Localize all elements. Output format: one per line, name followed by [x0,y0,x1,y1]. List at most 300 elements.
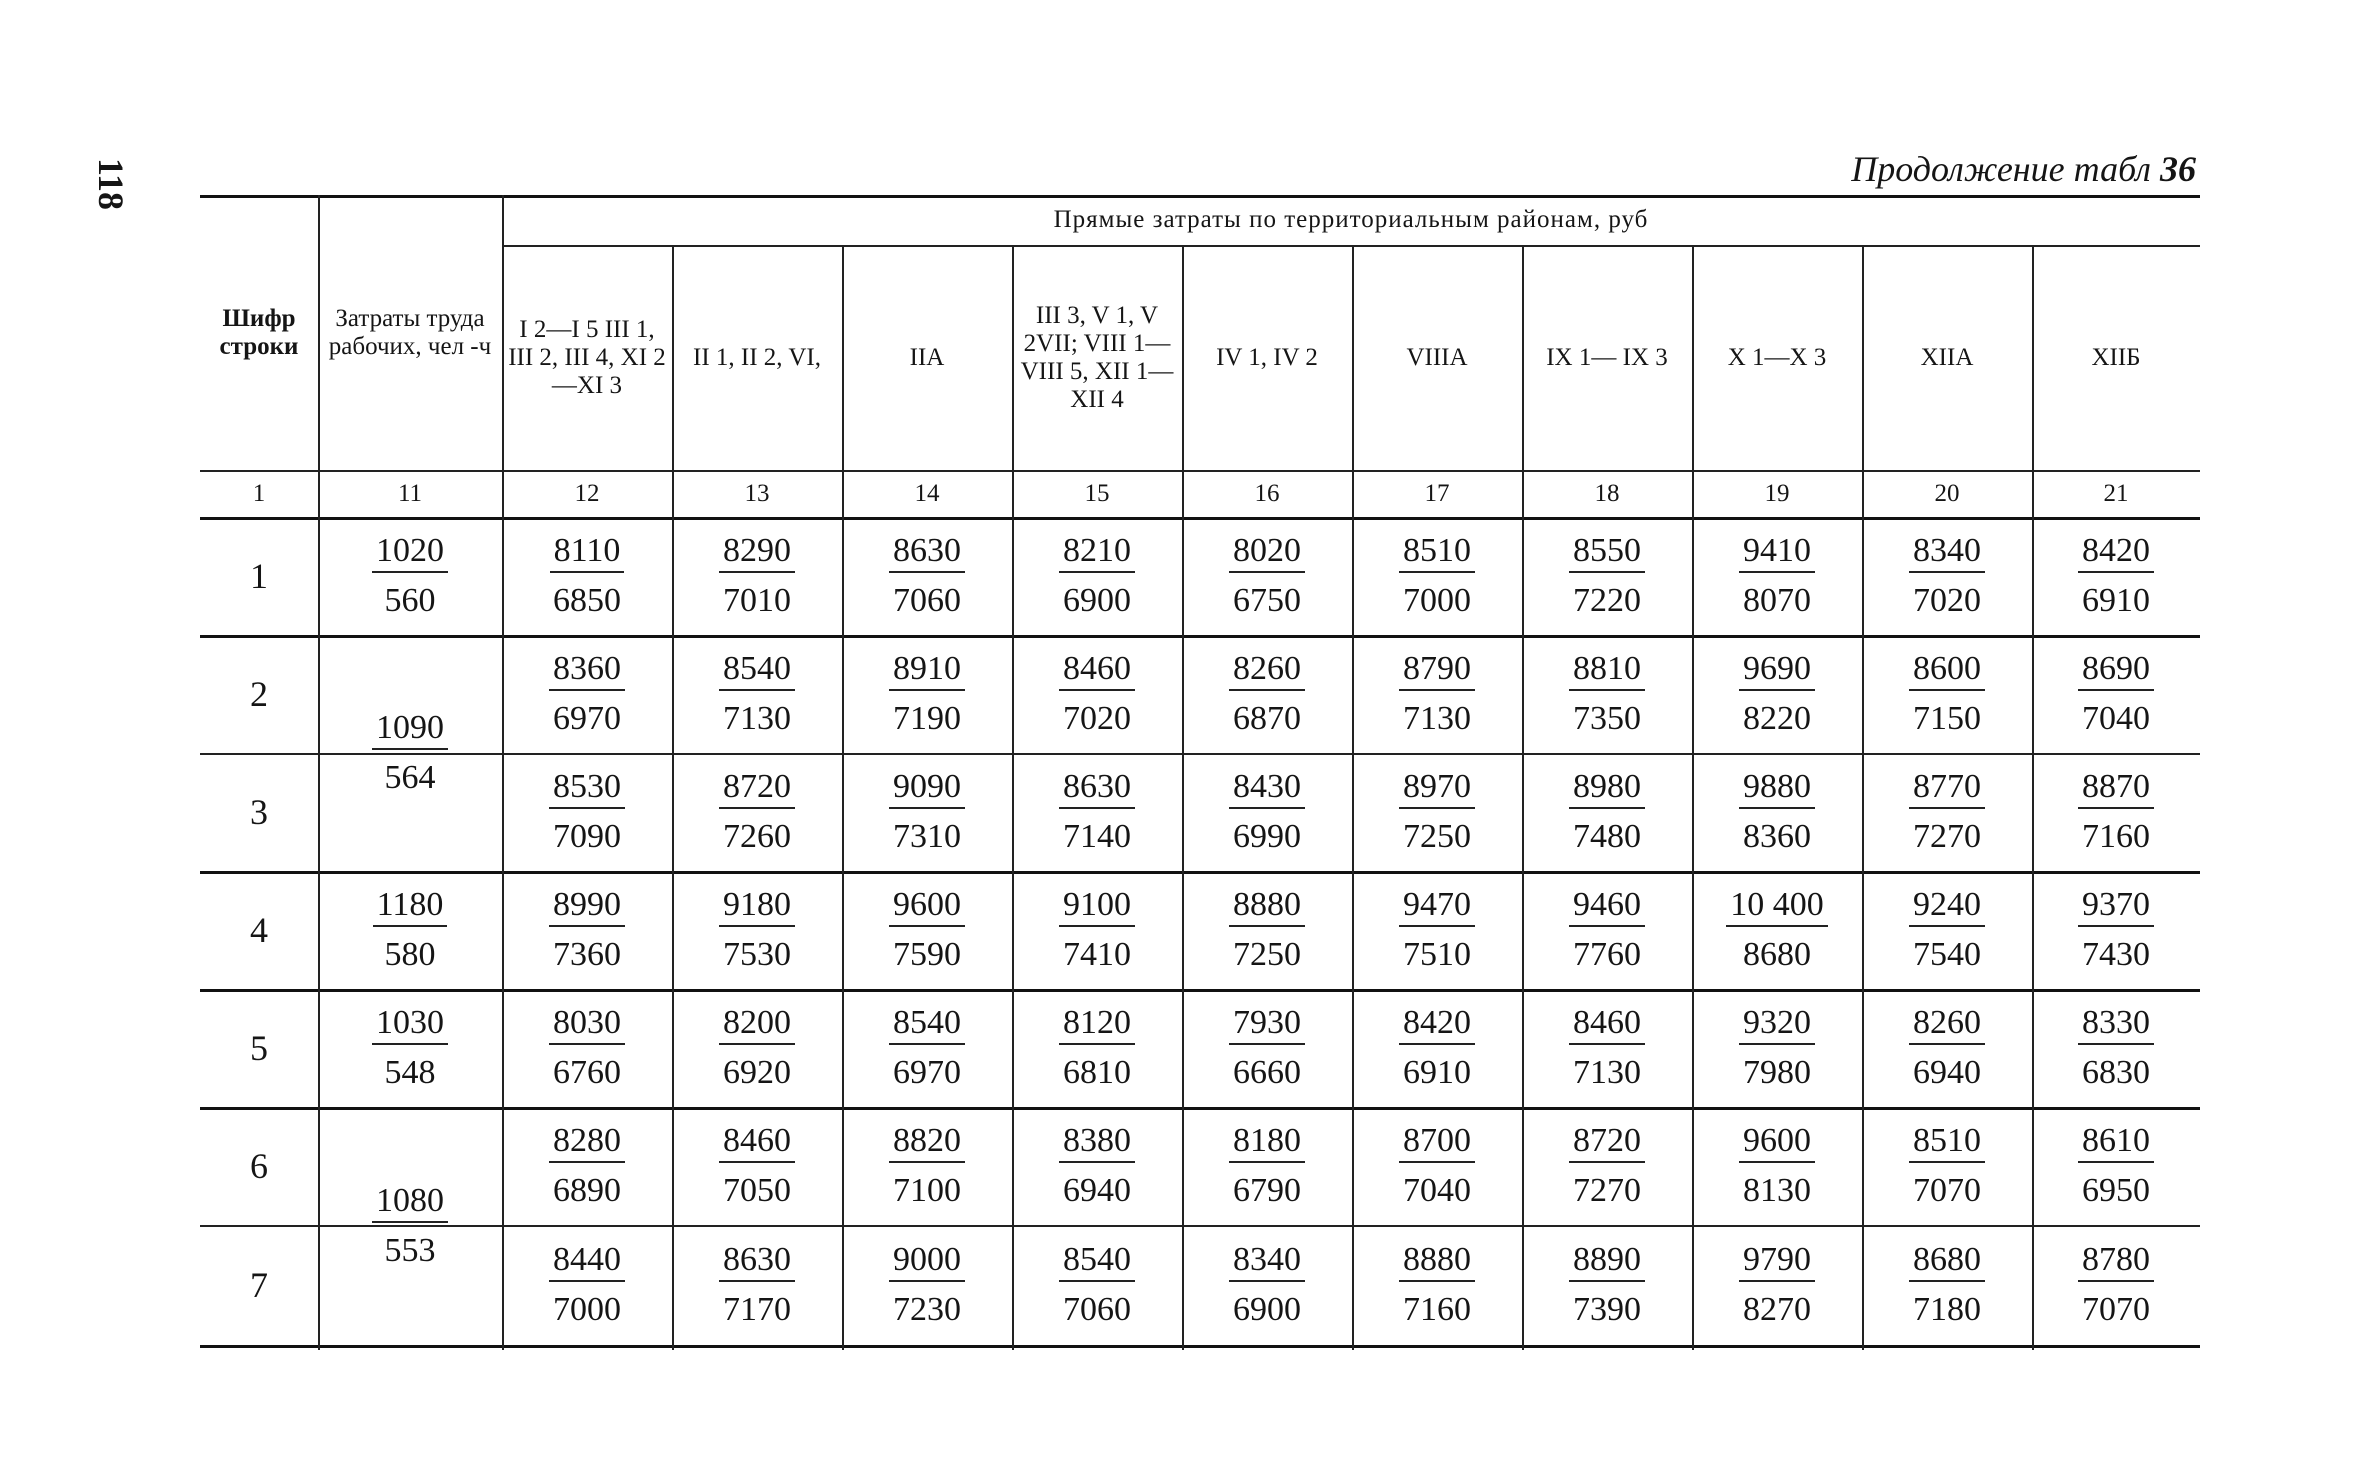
fraction [1229,767,1305,857]
cost-cell [672,635,842,753]
fraction [1059,1121,1135,1211]
fraction [889,767,965,857]
fraction [372,531,448,621]
numerator: 1090 [372,708,448,750]
denominator: 6950 [2082,1172,2150,1209]
fraction [889,1240,965,1330]
fraction [889,531,965,621]
cost-cell [502,635,672,753]
labor-cost-cell [318,989,502,1107]
fraction [889,649,965,739]
numerator: 8380 [1059,1121,1135,1163]
fraction [1399,1003,1475,1093]
fraction [1059,767,1135,857]
cost-cell [1012,753,1182,871]
denominator: 7170 [723,1291,791,1328]
cost-cell [1012,1107,1182,1225]
numerator: 9000 [889,1240,965,1282]
numerator: 1180 [373,885,448,927]
denominator: 7270 [1913,818,1981,855]
cost-cell [1862,635,2032,753]
column-number: 12 [574,479,600,507]
denominator: 7160 [2082,818,2150,855]
denominator: 7130 [1403,700,1471,737]
cost-cell [1692,1225,1862,1345]
denominator: 7090 [553,818,621,855]
numerator: 9460 [1569,885,1645,927]
numerator: 8110 [550,531,625,573]
fraction [372,708,448,798]
column-number: 15 [1084,479,1110,507]
cost-cell [2032,635,2200,753]
numerator: 8290 [719,531,795,573]
numerator: 8260 [1909,1003,1985,1045]
numerator: 8030 [549,1003,625,1045]
fraction [1739,531,1815,621]
denominator: 553 [384,1232,436,1269]
cost-cell [1862,517,2032,635]
cost-cell [1692,635,1862,753]
header-region: X 1—X 3 [1727,343,1827,371]
row-code: 6 [250,1146,268,1186]
fraction [889,885,965,975]
labor-cost-cell [318,517,502,635]
numerator: 8540 [1059,1240,1135,1282]
denominator: 7040 [1403,1172,1471,1209]
numerator: 1020 [372,531,448,573]
numerator: 9320 [1739,1003,1815,1045]
denominator: 7390 [1573,1291,1641,1328]
numerator: 8820 [889,1121,965,1163]
numerator: 1080 [372,1181,448,1223]
fraction [549,1121,625,1211]
cost-cell [1352,871,1522,989]
cost-cell [1522,989,1692,1107]
denominator: 6990 [1233,818,1301,855]
fraction [1229,1240,1305,1330]
numerator: 1030 [372,1003,448,1045]
fraction [2078,1003,2154,1093]
fraction [1569,885,1645,975]
numerator: 8780 [2078,1240,2154,1282]
denominator: 7220 [1573,582,1641,619]
denominator: 7260 [723,818,791,855]
cost-cell [1522,753,1692,871]
denominator: 7070 [1913,1172,1981,1209]
numerator: 8630 [1059,767,1135,809]
numerator: 8550 [1569,531,1645,573]
cost-cell [1692,871,1862,989]
header-region: VIIIА [1406,343,1468,371]
fraction [1909,649,1985,739]
numerator: 7930 [1229,1003,1305,1045]
numerator: 8440 [549,1240,625,1282]
cost-cell [502,517,672,635]
fraction [1229,1121,1305,1211]
numerator: 8280 [549,1121,625,1163]
numerator: 8980 [1569,767,1645,809]
denominator: 6910 [2082,582,2150,619]
numerator: 8610 [2078,1121,2154,1163]
numerator: 8890 [1569,1240,1645,1282]
fraction [549,531,625,621]
cost-cell [672,753,842,871]
header-region: III 3, V 1, V 2VII; VIII 1— VIII 5, XII 1— XII 4 [1020,301,1174,413]
denominator: 7540 [1913,936,1981,973]
denominator: 7070 [2082,1291,2150,1328]
numerator: 8990 [549,885,625,927]
row-code: 2 [250,674,268,714]
fraction [2078,649,2154,739]
cost-cell [502,1107,672,1225]
fraction [1059,1003,1135,1093]
numerator: 9100 [1059,885,1135,927]
labor-cost-cell [318,871,502,989]
numerator: 8880 [1399,1240,1475,1282]
numerator: 8180 [1229,1121,1305,1163]
cost-cell [2032,1225,2200,1345]
fraction [2078,1240,2154,1330]
cost-cell [1692,1107,1862,1225]
denominator: 7360 [553,936,621,973]
cost-cell [1012,517,1182,635]
fraction [1229,885,1305,975]
cost-cell [1352,989,1522,1107]
numerator: 8720 [1569,1121,1645,1163]
cost-cell [842,1107,1012,1225]
fraction [549,1003,625,1093]
cost-cell [842,517,1012,635]
header-direct-costs: Прямые затраты по территориальным районам, руб [1053,206,1649,233]
fraction [1739,1240,1815,1330]
numerator: 8720 [719,767,795,809]
column-number: 11 [397,479,423,507]
numerator: 9410 [1739,531,1815,573]
fraction [1399,649,1475,739]
cost-cell [2032,871,2200,989]
cost-cell [1862,1225,2032,1345]
cost-cell [1182,989,1352,1107]
cost-cell [2032,753,2200,871]
cost-cell [502,989,672,1107]
column-number: 21 [2103,479,2129,507]
denominator: 7000 [1403,582,1471,619]
denominator: 8270 [1743,1291,1811,1328]
table-bottom-rule [200,1345,2200,1348]
cost-cell [1182,1225,1352,1345]
denominator: 8680 [1743,936,1811,973]
numerator: 8340 [1229,1240,1305,1282]
denominator: 7100 [893,1172,961,1209]
fraction [1909,531,1985,621]
cost-cell [2032,1107,2200,1225]
denominator: 6970 [893,1054,961,1091]
denominator: 7410 [1063,936,1131,973]
numerator: 8200 [719,1003,795,1045]
denominator: 7160 [1403,1291,1471,1328]
numerator: 9600 [1739,1121,1815,1163]
cost-cell [1182,1107,1352,1225]
numerator: 9600 [889,885,965,927]
denominator: 8130 [1743,1172,1811,1209]
cost-cell [1522,1107,1692,1225]
numerator: 8210 [1059,531,1135,573]
numerator: 8600 [1909,649,1985,691]
denominator: 6940 [1063,1172,1131,1209]
denominator: 7760 [1573,936,1641,973]
table-number: 36 [2160,149,2196,189]
numerator: 9090 [889,767,965,809]
row-code: 7 [250,1265,268,1305]
cost-cell [672,517,842,635]
denominator: 7060 [893,582,961,619]
header-region: XIIА [1920,343,1974,371]
fraction [2078,531,2154,621]
fraction [1569,767,1645,857]
labor-cost-cell [318,635,502,871]
denominator: 7310 [893,818,961,855]
fraction [719,1003,795,1093]
fraction [1909,885,1985,975]
fraction [2078,767,2154,857]
numerator: 8460 [719,1121,795,1163]
cost-cell [2032,989,2200,1107]
fraction [1569,1121,1645,1211]
denominator: 8220 [1743,700,1811,737]
numerator: 8340 [1909,531,1985,573]
fraction [1399,1240,1475,1330]
fraction [1909,1003,1985,1093]
cost-cell [1352,1107,1522,1225]
numerator: 8790 [1399,649,1475,691]
cost-cell [1352,635,1522,753]
labor-cost-cell [318,1107,502,1345]
fraction [1229,531,1305,621]
fraction [549,767,625,857]
denominator: 7050 [723,1172,791,1209]
cost-cell [1862,1107,2032,1225]
cost-cell [842,989,1012,1107]
column-number: 16 [1254,479,1280,507]
numerator: 8700 [1399,1121,1475,1163]
denominator: 6940 [1913,1054,1981,1091]
fraction [372,1003,448,1093]
denominator: 6810 [1063,1054,1131,1091]
cost-cell [1182,517,1352,635]
fraction [1569,1003,1645,1093]
fraction [1059,531,1135,621]
fraction [1569,1240,1645,1330]
numerator: 8690 [2078,649,2154,691]
numerator: 9240 [1909,885,1985,927]
denominator: 7430 [2082,936,2150,973]
denominator: 6970 [553,700,621,737]
denominator: 7150 [1913,700,1981,737]
fraction [1739,1003,1815,1093]
cost-cell [1012,989,1182,1107]
fraction [1569,531,1645,621]
denominator: 548 [384,1054,436,1091]
numerator: 8460 [1059,649,1135,691]
numerator: 8910 [889,649,965,691]
denominator: 7510 [1403,936,1471,973]
cost-cell [1862,871,2032,989]
denominator: 7980 [1743,1054,1811,1091]
cost-cell [1522,517,1692,635]
fraction [719,885,795,975]
denominator: 6790 [1233,1172,1301,1209]
cost-cell [502,753,672,871]
cost-cell [672,1225,842,1345]
column-number: 1 [252,479,266,507]
numerator: 8540 [889,1003,965,1045]
fraction [1739,1121,1815,1211]
denominator: 6660 [1233,1054,1301,1091]
numerator: 8420 [1399,1003,1475,1045]
numerator: 8680 [1909,1240,1985,1282]
fraction [889,1003,965,1093]
denominator: 6910 [1403,1054,1471,1091]
numerator: 8330 [2078,1003,2154,1045]
denominator: 7350 [1573,700,1641,737]
cost-cell [672,1107,842,1225]
header-code: Шифр строки [219,304,299,360]
denominator: 7020 [1913,582,1981,619]
denominator: 6760 [553,1054,621,1091]
page-number: 118 [91,158,131,211]
denominator: 580 [384,936,436,973]
fraction [1399,885,1475,975]
numerator: 8630 [719,1240,795,1282]
fraction [719,531,795,621]
cost-cell [672,871,842,989]
denominator: 7040 [2082,700,2150,737]
cost-cell [2032,517,2200,635]
cost-cell [1692,517,1862,635]
numerator: 8260 [1229,649,1305,691]
denominator: 7000 [553,1291,621,1328]
cost-cell [1182,871,1352,989]
fraction [1059,649,1135,739]
denominator: 7230 [893,1291,961,1328]
denominator: 6750 [1233,582,1301,619]
cost-cell [1182,635,1352,753]
denominator: 6900 [1063,582,1131,619]
numerator: 8120 [1059,1003,1135,1045]
numerator: 9470 [1399,885,1475,927]
denominator: 7250 [1403,818,1471,855]
denominator: 7530 [723,936,791,973]
numerator: 8530 [549,767,625,809]
denominator: 6890 [553,1172,621,1209]
header-labor: Затраты труда рабочих, чел -ч [328,304,492,360]
cost-cell [1182,753,1352,871]
continuation-label: Продолжение табл [1851,149,2151,189]
row-code: 4 [250,910,268,950]
fraction [1909,1121,1985,1211]
cost-cell [1352,517,1522,635]
numerator: 8540 [719,649,795,691]
column-number: 18 [1594,479,1620,507]
cost-cell [1352,753,1522,871]
numerator: 8810 [1569,649,1645,691]
fraction [1229,1003,1305,1093]
cost-cell [842,753,1012,871]
row-code: 1 [250,556,268,596]
fraction [549,885,625,975]
cost-cell [1522,635,1692,753]
cost-cell [1522,871,1692,989]
cost-cell [1012,1225,1182,1345]
fraction [549,649,625,739]
numerator: 8970 [1399,767,1475,809]
denominator: 7130 [1573,1054,1641,1091]
fraction [373,885,448,975]
header-region: IX 1— IX 3 [1546,343,1668,371]
column-number: 19 [1764,479,1790,507]
denominator: 7590 [893,936,961,973]
cost-cell [842,1225,1012,1345]
numerator: 9370 [2078,885,2154,927]
denominator: 7480 [1573,818,1641,855]
denominator: 6870 [1233,700,1301,737]
denominator: 560 [384,582,436,619]
fraction [1059,1240,1135,1330]
numerator: 9790 [1739,1240,1815,1282]
fraction [2078,885,2154,975]
fraction [719,1121,795,1211]
numerator: 8020 [1229,531,1305,573]
fraction [549,1240,625,1330]
cost-cell [1692,989,1862,1107]
row-code: 5 [250,1028,268,1068]
cost-cell [842,871,1012,989]
fraction [1909,767,1985,857]
fraction [1739,767,1815,857]
denominator: 6850 [553,582,621,619]
header-region: XIIБ [2091,343,2141,371]
column-number: 14 [914,479,940,507]
numerator: 8460 [1569,1003,1645,1045]
denominator: 6830 [2082,1054,2150,1091]
header-region: IIА [909,343,945,371]
numerator: 8430 [1229,767,1305,809]
fraction [719,649,795,739]
fraction [1229,649,1305,739]
fraction [1726,885,1828,975]
denominator: 7130 [723,700,791,737]
fraction [1399,1121,1475,1211]
fraction [719,1240,795,1330]
header-region: I 2—I 5 III 1, III 2, III 4, XI 2—XI 3 [508,315,666,399]
fraction [1059,885,1135,975]
numerator: 8630 [889,531,965,573]
fraction [1399,767,1475,857]
fraction [889,1121,965,1211]
fraction [1399,531,1475,621]
fraction [1909,1240,1985,1330]
denominator: 8360 [1743,818,1811,855]
header-region: IV 1, IV 2 [1216,343,1318,371]
cost-table [200,195,2200,1350]
numerator: 8510 [1909,1121,1985,1163]
numerator: 9880 [1739,767,1815,809]
denominator: 7180 [1913,1291,1981,1328]
denominator: 7010 [723,582,791,619]
cost-cell [1862,989,2032,1107]
cost-cell [1352,1225,1522,1345]
fraction [372,1181,448,1271]
